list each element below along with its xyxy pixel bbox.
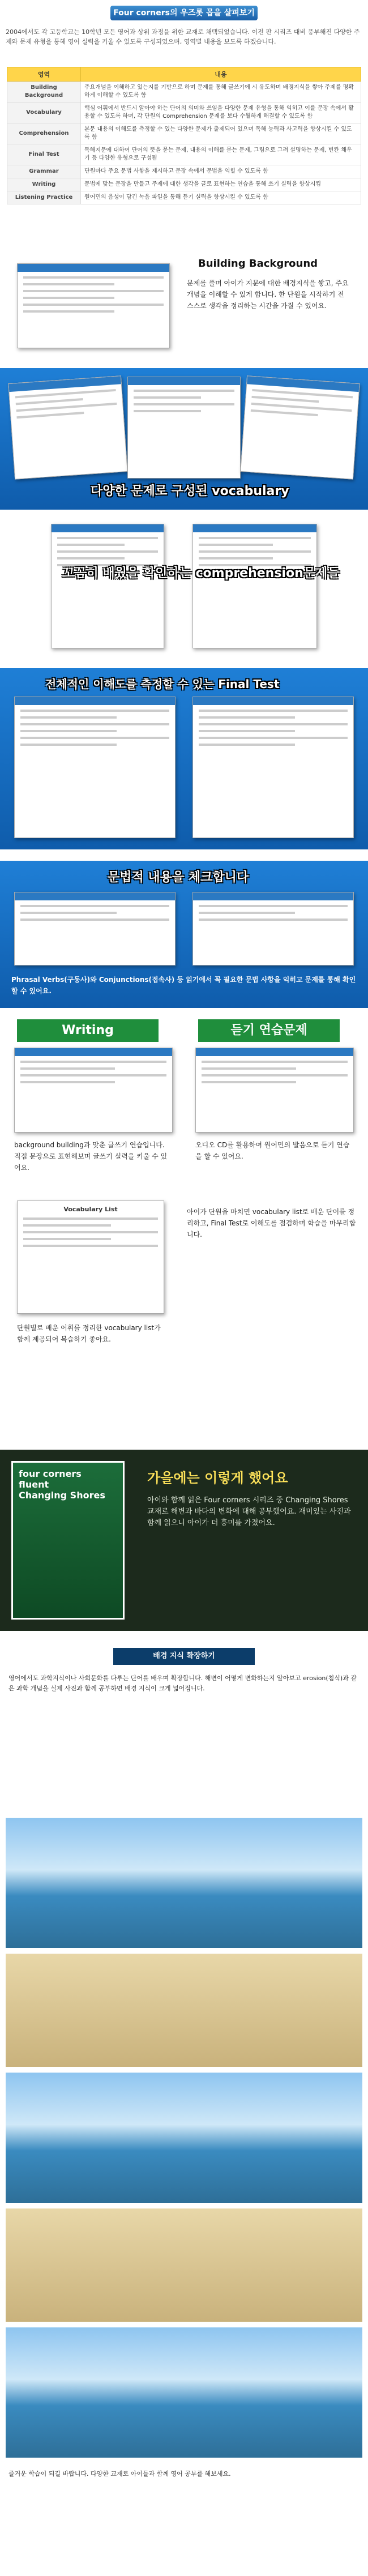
- book-title: four corners fluent Changing Shores: [19, 1468, 105, 1501]
- row-description: 독해지문에 대하여 단어의 뜻을 묻는 문제, 내용의 이해를 묻는 문제, 그림으로 그려 설명하는 문제, 빈칸 채우기 등 다양한 유형으로 구성됨: [81, 144, 361, 165]
- row-description: 핵심 어휘에서 반드시 알아야 하는 단어의 의미와 쓰임을 다양한 문제 유형을 통해 익히고 이를 문장 속에서 활용할 수 있도록 하며, 각 단원의 Comprehension 문제를 보다 수월하게 해결할 수 있도록 함: [81, 102, 361, 123]
- section-title: 가을에는 이렇게 했어요: [147, 1470, 288, 1486]
- table-row: [7, 123, 361, 144]
- grammar-section: [0, 861, 368, 1008]
- building-background-section: [0, 252, 368, 354]
- section-title: 문법적 내용을 체크합니다: [108, 870, 249, 885]
- worksheet-image: [192, 697, 354, 838]
- vocabulary-section: [0, 368, 368, 510]
- section-label: 배경 지식 확장하기: [113, 1648, 255, 1665]
- table-row: [7, 191, 361, 204]
- vocab-list-image: [17, 1201, 164, 1314]
- intro-text: 2004에서도 각 고등학교는 10학년 모든 영어과 상위 과정을 위한 교재로 채택되었습니다. 이전 판 시리즈 대비 풍부해진 다양한 주제와 문제 유형을 통해 영어 실력을 키울 수 있도록 구성되었으며, 영역별 내용을 보도록 하겠습니다.: [6, 28, 360, 45]
- footer-text: 즐거운 학습이 되길 바랍니다. 다양한 교재로 아이들과 함께 영어 공부를 해보세요.: [8, 2470, 231, 2477]
- comprehension-section: [0, 518, 368, 660]
- worksheet-image: [240, 375, 360, 480]
- section-text: 문제를 풀며 아이가 지문에 대한 배경지식을 쌓고, 주요 개념을 이해할 수 있게 합니다. 한 단원을 시작하기 전 스스로 생각을 정리하는 시간을 가질 수 있어요.: [187, 279, 349, 310]
- section-text: Phrasal Verbs(구동사)와 Conjunctions(접속사) 등 읽기에서 꼭 필요한 문법 사항을 익히고 문제를 통해 확인할 수 있어요.: [11, 976, 356, 995]
- table-row: [7, 82, 361, 102]
- section-text: 영어에서도 과학지식이나 사회문화를 다루는 단어를 배우며 확장합니다. 해변이 어떻게 변화하는지 알아보고 erosion(침식)과 같은 과학 개념을 실제 사진과 함께 공부하면 배경 지식이 크게 넓어집니다.: [8, 1674, 357, 1692]
- worksheet-image: [127, 377, 241, 479]
- worksheet-image: [14, 892, 176, 966]
- section-text: 아이와 함께 읽은 Four corners 시리즈 중 Changing Shores 교재로 해변과 바다의 변화에 대해 공부했어요. 재미있는 사진과 함께 읽으니 아이가 더 흥미를 가졌어요.: [147, 1496, 351, 1527]
- background-knowledge-section: [0, 1648, 368, 2576]
- listening-label: 듣기 연습문제: [198, 1019, 340, 1042]
- section-caption: 다양한 문제로 구성된 vocabulary: [91, 484, 289, 498]
- table-row: [7, 165, 361, 178]
- shore-photo: [6, 2208, 362, 2322]
- worksheet-image: [17, 263, 170, 348]
- row-category: Final Test: [7, 144, 81, 165]
- table-row: [7, 144, 361, 165]
- worksheet-image: [192, 524, 317, 648]
- autumn-section: [0, 1450, 368, 1631]
- row-category: Grammar: [7, 165, 81, 178]
- page-title: Four corners의 우즈롯 몹을 살펴보기: [110, 6, 258, 20]
- beach-photo: [6, 1818, 362, 1948]
- table-header-area: 영역: [7, 67, 81, 82]
- section-title: 전체적인 이해도를 측정할 수 있는 Final Test: [45, 677, 280, 691]
- row-category: Vocabulary: [7, 102, 81, 123]
- table-header-content: 내용: [81, 67, 361, 82]
- row-description: 본문 내용의 이해도를 측정할 수 있는 다양한 문제가 출제되어 있으며 독해 능력과 사고력을 향상시킬 수 있도록 함: [81, 123, 361, 144]
- table-row: [7, 102, 361, 123]
- shore-photo: [6, 1954, 362, 2067]
- row-description: 주요개념을 이해하고 있는지를 기반으로 하며 문제를 통해 글쓰기에 시 유도하며 배경지식을 쌓아 주제를 명확하게 이해할 수 있도록 함: [81, 82, 361, 102]
- book-cover: [11, 1461, 125, 1620]
- beach-photo: [6, 2073, 362, 2203]
- row-category: Writing: [7, 178, 81, 191]
- listening-text: 오디오 CD를 활용하여 원어민의 발음으로 듣기 연습을 할 수 있어요.: [195, 1141, 350, 1160]
- worksheet-image: [195, 1048, 354, 1133]
- vocab-list-section: [0, 1195, 368, 1370]
- writing-listening-section: [0, 1019, 368, 1184]
- row-description: 원어민의 음성이 담긴 녹음 파일을 통해 듣기 실력을 향상시킬 수 있도록 함: [81, 191, 361, 204]
- worksheet-image: [51, 524, 164, 648]
- worksheet-image: [14, 1048, 173, 1133]
- writing-label: Writing: [17, 1019, 159, 1042]
- row-category: Building Background: [7, 82, 81, 102]
- vocab-list-text: 단원별로 배운 어휘를 정리한 vocabulary list가 함께 제공되어 복습하기 좋아요.: [17, 1324, 161, 1343]
- beach-photo: [6, 2327, 362, 2458]
- row-description: 단원마다 주요 문법 사항을 제시하고 문장 속에서 문법을 익힐 수 있도록 함: [81, 165, 361, 178]
- vocab-list-title: Vocabulary List: [63, 1206, 118, 1213]
- row-description: 문법에 맞는 문장을 만들고 주제에 대한 생각을 글로 표현하는 연습을 통해 쓰기 실력을 향상시킴: [81, 178, 361, 191]
- side-text: 아이가 단원을 마치면 vocabulary list로 배운 단어를 정리하고, Final Test로 이해도를 점검하며 학습을 마무리합니다.: [187, 1208, 356, 1238]
- worksheet-image: [14, 697, 176, 838]
- table-row: [7, 178, 361, 191]
- worksheet-image: [192, 892, 354, 966]
- feature-table: [7, 67, 361, 204]
- row-category: Comprehension: [7, 123, 81, 144]
- final-test-section: [0, 668, 368, 849]
- writing-text: background building과 맞춘 글쓰기 연습입니다. 직접 문장으로 표현해보며 글쓰기 실력을 키울 수 있어요.: [14, 1141, 168, 1172]
- row-category: Listening Practice: [7, 191, 81, 204]
- worksheet-image: [8, 375, 127, 480]
- section-caption: 꼬꼼히 배웠을 확인하는 comprehension문제들: [62, 566, 340, 580]
- section-title: Building Background: [198, 258, 318, 270]
